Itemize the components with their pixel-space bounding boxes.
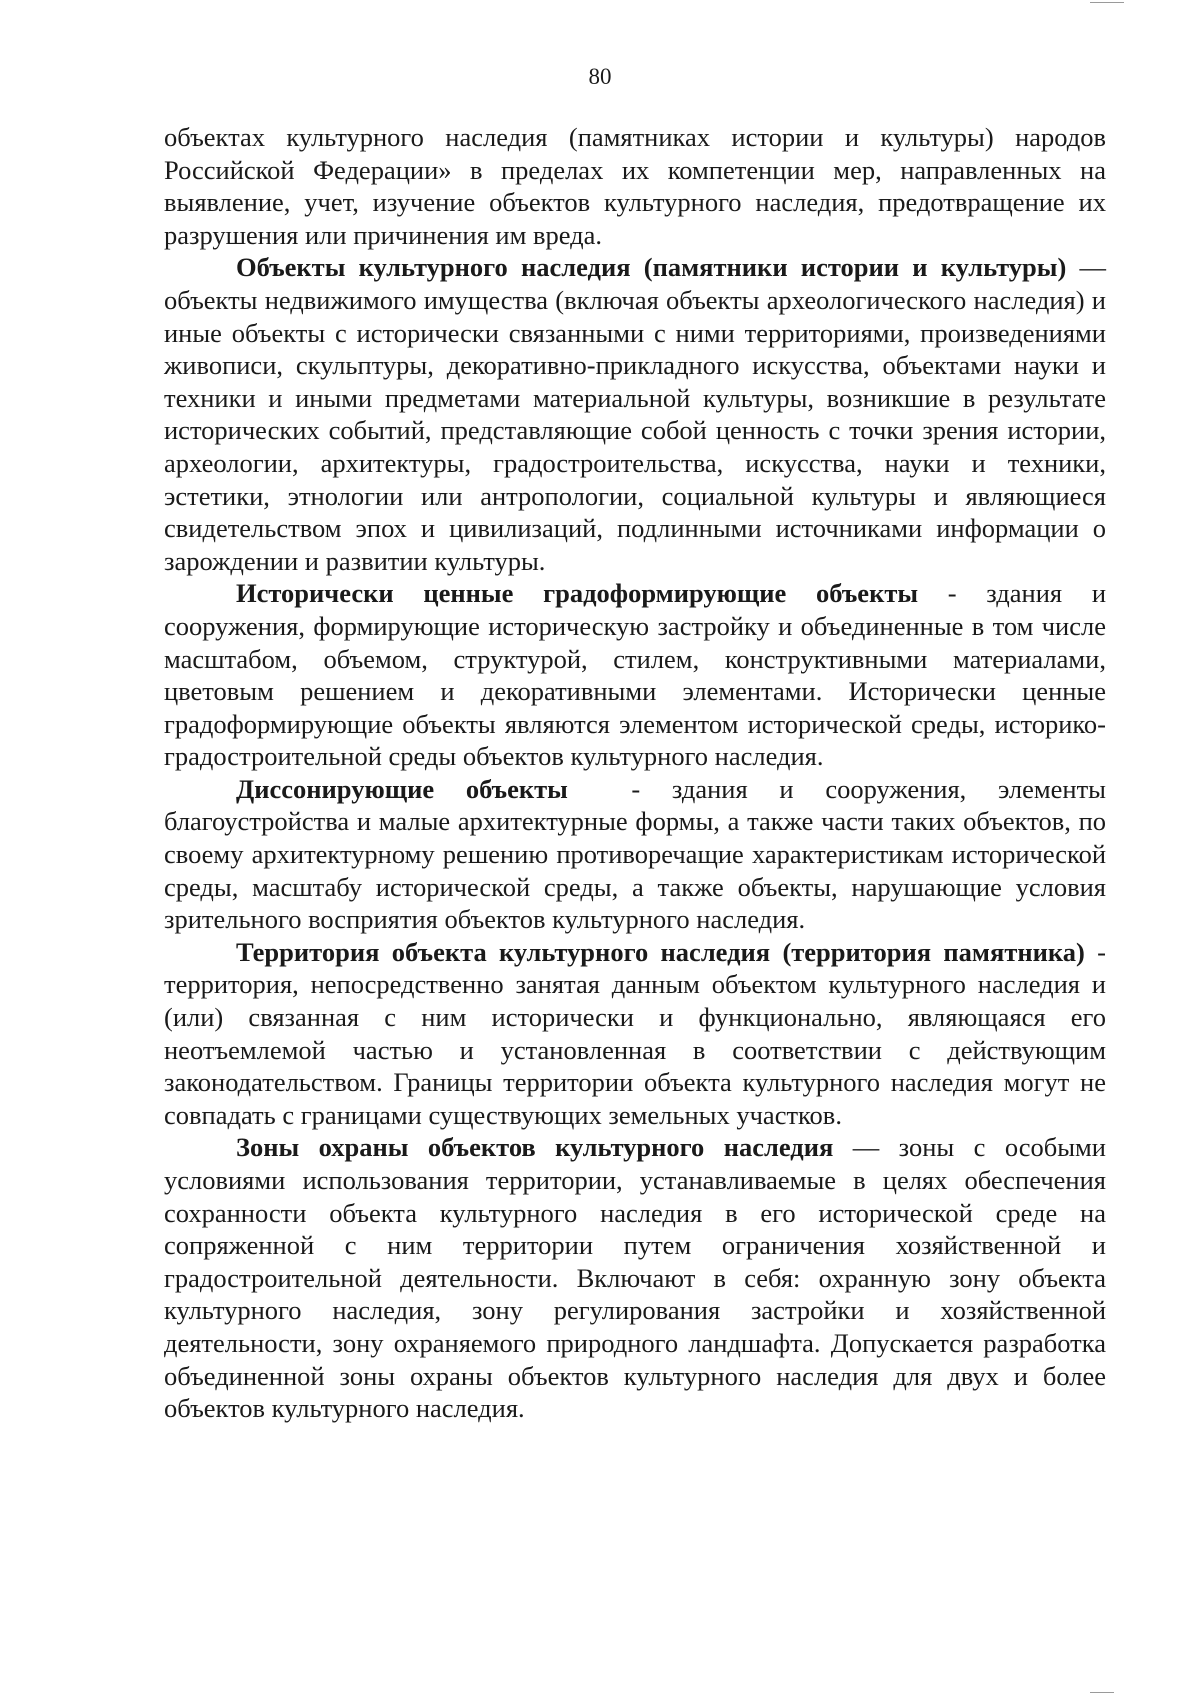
paragraph-definition xyxy=(164,773,1113,936)
definition-text: — зоны с особыми условиями использования территории, устанавливаемые в целях обеспечения сохранности объекта культурного наследия в его исторической среде на сопряженной с ним территории путем ограничения хозяйственной и градостроительной деятельности. Включают в себя: охранную зону объекта культурного наследия, зону регулирования застройки и хозяйственной деятельности, зону охраняемого природного ландшафта. Допускается разработка объединенной зоны охраны объектов культурного наследия для двух и более объектов культурного наследия. xyxy=(164,1132,1106,1424)
paragraph-definition xyxy=(164,577,1106,773)
scan-artifact-top xyxy=(1090,2,1124,3)
paragraph-text: объектах культурного наследия (памятниках истории и культуры) народов Российской Федерации» в пределах их компетенции мер, направленных на выявление, учет, изучение объектов культурного наследия, предотвращение их разрушения или причинения им вреда. xyxy=(164,122,1106,250)
paragraph-definition xyxy=(164,251,1106,577)
definition-text: - территория, непосредственно занятая данным объектом культурного наследия и (или) связанная с ним исторически и функционально, являющаяся его неотъемлемой частью и установленная в соответствии с действующим законодательством. Границы территории объекта культурного наследия могут не совпадать с границами существующих земельных участков. xyxy=(164,936,1106,1130)
definition-term: Исторически ценные градоформирующие объекты xyxy=(236,578,919,609)
definition-term: Объекты культурного наследия (памятники истории и культуры) xyxy=(236,252,1067,283)
definition-term: Диссонирующие объекты xyxy=(236,773,568,804)
paragraph-continuation xyxy=(164,121,1106,251)
definition-text: - здания и сооружения, формирующие историческую застройку и объединенные в том числе масштабом, объемом, структурой, стилем, конструктивными материалами, цветовым решением и декоративными элементами. Исторически ценные градоформирующие объекты являются элементом исторической среды, историко-градостроительной среды объектов культурного наследия. xyxy=(164,578,1106,772)
paragraph-definition xyxy=(164,936,1106,1132)
definition-term: Зоны охраны объектов культурного наследия xyxy=(236,1132,834,1163)
page-number: 80 xyxy=(588,64,612,89)
definition-text: — объекты недвижимого имущества (включая объекты археологического наследия) и иные объекты с исторически связанными с ними территориями, произведениями живописи, скульптуры, декоративно-прикладного искусства, объектами науки и техники и иными предметами материальной культуры, возникшие в результате исторических событий, представляющие собой ценность с точки зрения истории, археологии, архитектуры, градостроительства, искусства, науки и техники, эстетики, этнологии или антропологии, социальной культуры и являющиеся свидетельством эпох и цивилизаций, подлинными источниками информации о зарождении и развитии культуры. xyxy=(164,252,1106,576)
definition-text: - здания и сооружения, элементы благоустройства и малые архитектурные формы, а также части таких объектов, по своему архитектурному решению противоречащие характеристикам исторической среды, масштабу исторической среды, а также объекты, нарушающие условия зрительного восприятия объектов культурного наследия. xyxy=(164,773,1113,935)
paragraph-definition xyxy=(164,1131,1106,1424)
document-body xyxy=(164,121,1113,1425)
definition-term: Территория объекта культурного наследия (территория памятника) xyxy=(236,936,1085,967)
scan-artifact-bottom xyxy=(1090,1692,1114,1693)
